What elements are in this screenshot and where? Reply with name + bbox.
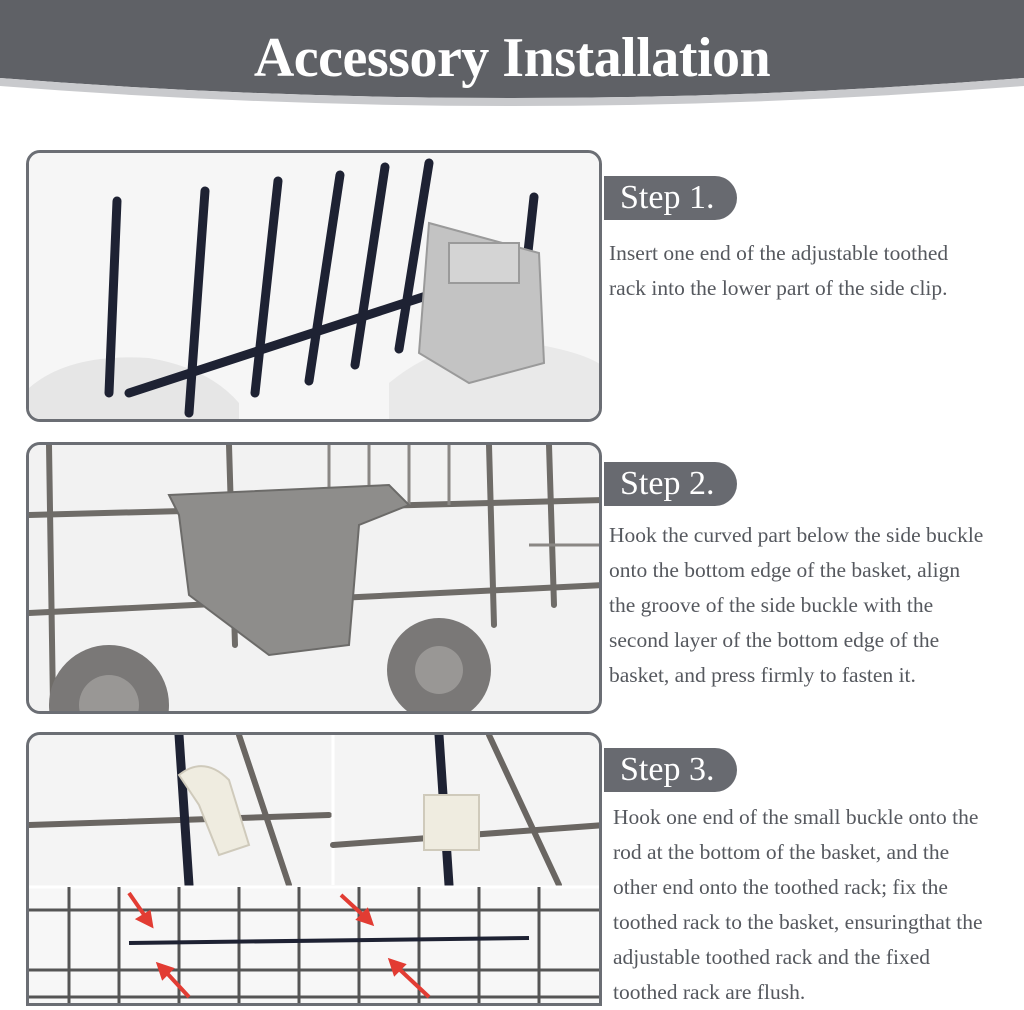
step-2-line: second layer of the bottom edge of the: [609, 628, 940, 652]
step-1-photo: [26, 150, 602, 422]
page-title: Accessory Installation: [253, 27, 771, 89]
step-3-line: Hook one end of the small buckle onto the: [613, 805, 979, 829]
step-2-line: Hook the curved part below the side buckle: [609, 523, 984, 547]
step-2-description: [609, 518, 983, 693]
step-2-line: onto the bottom edge of the basket, align: [609, 558, 961, 582]
step-3-line: rod at the bottom of the basket, and the: [613, 840, 950, 864]
step-1-line: rack into the lower part of the side clip.: [609, 276, 948, 300]
step-1-badge: Step 1.: [604, 176, 737, 220]
header-banner: [0, 0, 1024, 112]
step-2-photo: [26, 442, 602, 714]
step-3-line: toothed rack to the basket, ensuringthat the: [613, 910, 983, 934]
step-3-badge: Step 3.: [604, 748, 737, 792]
step-1-description: [609, 236, 948, 306]
step-2-badge: Step 2.: [604, 462, 737, 506]
step-3-description: [613, 800, 983, 1010]
step-2-line: the groove of the side buckle with the: [609, 593, 934, 617]
step-3-line: other end onto the toothed rack; fix the: [613, 875, 948, 899]
step-1-line: Insert one end of the adjustable toothed: [609, 241, 949, 265]
step-2-line: basket, and press firmly to fasten it.: [609, 663, 916, 687]
step-3-line: toothed rack are flush.: [613, 980, 806, 1004]
step-3-line: adjustable toothed rack and the fixed: [613, 945, 931, 969]
step-3-photo: [26, 732, 602, 1006]
